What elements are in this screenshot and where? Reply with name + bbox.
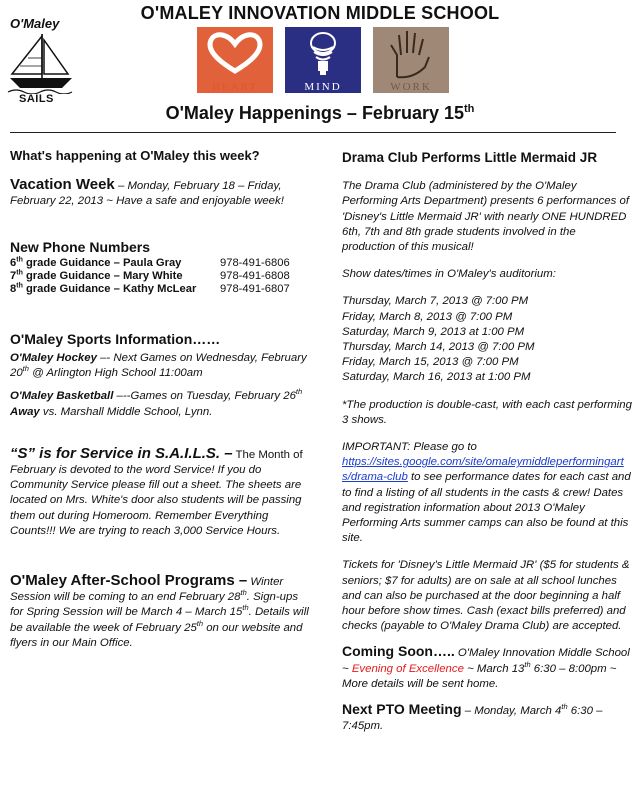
right-column (342, 150, 632, 735)
basketball-info (10, 389, 310, 419)
heart-word: HEART (211, 81, 258, 93)
phone-row (10, 283, 310, 296)
phone-grade: 6 (10, 256, 17, 269)
left-column (10, 148, 310, 651)
phone-number: 978-491-6806 (220, 256, 290, 269)
vacation-title: Vacation Week (10, 176, 115, 194)
hockey-sup: th (22, 364, 29, 374)
afterschool-lead: Winter (247, 576, 284, 589)
vacation-text: – Monday, February 18 – Friday, February 22, 2013 ~ Have a safe and enjoyable week! (10, 180, 284, 208)
show-dates-label: Show dates/times in O'Maley's auditorium: (342, 268, 556, 281)
work-word: WORK (390, 81, 432, 93)
afterschool-text-1: Session will be coming to an end February 28 (10, 591, 241, 604)
phone-row (10, 257, 310, 270)
logo-top-label: O'Maley (10, 16, 60, 31)
pto-sup: th (561, 702, 568, 712)
afterschool-heading (10, 573, 310, 590)
show-date: Saturday, March 16, 2013 at 1:00 PM (342, 371, 531, 384)
service-heading (10, 446, 310, 463)
phone-label: grade Guidance – Kathy McLear (22, 282, 197, 295)
coming-soon-sup: th (524, 659, 531, 669)
afterschool-text-4: on our website and flyers in our Main Office. (10, 621, 303, 649)
phone-grade-suffix: th (16, 256, 23, 264)
show-date: Saturday, March 9, 2013 at 1:00 PM (342, 325, 525, 338)
phone-grade: 8 (10, 282, 17, 295)
afterschool-text-3: . Details will be available the week of February 25 (10, 606, 309, 634)
week-heading: What's happening at O'Maley this week? (10, 148, 260, 163)
afterschool-section (10, 573, 310, 651)
hockey-label: O'Maley Hockey (10, 352, 97, 365)
newsletter-title-sup: th (464, 103, 475, 115)
pto-text: – Monday, March 4 (461, 705, 562, 718)
afterschool-text-2: . Sign-ups for Spring Session will be March 4 – March 15 (10, 591, 299, 619)
show-dates-list (342, 294, 632, 385)
afterschool-title: O'Maley After-School Programs – (10, 572, 248, 590)
drama-club-link[interactable]: https://sites.google.com/site/omaleymiddleperformingarts/drama-club (342, 456, 624, 484)
basketball-sup: th (295, 387, 303, 397)
phone-number: 978-491-6807 (220, 282, 290, 295)
phone-grade-suffix: th (16, 282, 23, 290)
logo-bottom-label: SAILS (19, 93, 54, 105)
hockey-info (10, 351, 310, 381)
sports-section (10, 332, 310, 420)
drama-intro: The Drama Club (administered by the O'Maley Performing Arts Department) presents 6 performances of 'Disney's Little Mermaid JR' with nearly ONE HUNDRED 6th, 7th and 8th grade students involved in the production of this musical! (342, 180, 629, 254)
phone-label: grade Guidance – Mary White (22, 269, 183, 282)
pto-section (342, 702, 632, 734)
sports-title: O'Maley Sports Information…… (10, 330, 221, 347)
vacation-section (10, 177, 310, 209)
newsletter-title-text: O'Maley Happenings – February 15 (165, 103, 464, 123)
basketball-label: O'Maley Basketball (10, 390, 114, 403)
basketball-away: Away (10, 405, 40, 418)
service-title: “S” is for Service in S.A.I.L.S. – (10, 444, 233, 462)
hockey-tail: @ Arlington High School 11:00am (28, 367, 203, 380)
important-note (342, 440, 632, 546)
pto-tail: 6:30 – 7:45pm. (342, 705, 603, 733)
show-date: Thursday, March 14, 2013 @ 7:00 PM (342, 341, 535, 354)
show-date: Friday, March 15, 2013 @ 7:00 PM (342, 356, 519, 369)
pto-title: Next PTO Meeting (342, 701, 462, 718)
afterschool-text (10, 590, 310, 651)
hockey-text: –- Next Games on Wednesday, February 20 (10, 352, 307, 380)
mind-word: MIND (285, 81, 361, 93)
coming-soon-title: Coming Soon….. (342, 643, 455, 660)
important-tail: to see performance dates for each cast and to find a listing of all students in the casts & crew! Dates and registration information about 2013 O'Maley Performing Arts summer camps can also be found at this site. (342, 471, 631, 545)
coming-soon-lead: O'Maley Innovation Middle School ~ (342, 647, 630, 675)
basketball-tail: vs. Marshall Middle School, Lynn. (39, 405, 213, 418)
coming-soon-tail: ~ March 13 (463, 662, 525, 675)
service-text: February is devoted to the word Service! If you do Community Service please fill out a sheet. The sheets are located on Mrs. White's door also students will be passing them out during Homeroom. Remember Everything Counts!!! We are trying to reach 3,000 Service Hours. (10, 464, 302, 537)
service-lead: The Month of (232, 448, 303, 461)
heart-hands-icon (197, 27, 273, 79)
hand-icon (373, 27, 449, 79)
coming-soon-tail-2: 6:30 – 8:00pm ~ More details will be sent home. (342, 662, 617, 690)
service-section (10, 446, 310, 539)
basketball-text: –--Games on Tuesday, February 26 (113, 390, 296, 403)
phone-label: grade Guidance – Paula Gray (22, 256, 182, 269)
phone-number: 978-491-6808 (220, 269, 290, 282)
school-name: O'MALEY INNOVATION MIDDLE SCHOOL (140, 3, 500, 23)
coming-soon-section (342, 644, 632, 692)
sailboat-logo-icon (6, 32, 76, 94)
show-date: Friday, March 8, 2013 @ 7:00 PM (342, 310, 513, 323)
double-cast-note: *The production is double-cast, with each cast performing 3 shows. (342, 398, 632, 426)
afterschool-sup-2: th (242, 603, 249, 613)
phone-title: New Phone Numbers (10, 238, 151, 255)
afterschool-sup-1: th (240, 588, 247, 598)
newsletter-title (0, 103, 640, 124)
show-date: Thursday, March 7, 2013 @ 7:00 PM (342, 295, 529, 308)
phone-grade: 7 (10, 269, 17, 282)
header-divider (10, 132, 616, 133)
phone-section (10, 240, 310, 296)
phone-row (10, 270, 310, 283)
drama-title: Drama Club Performs Little Mermaid JR (342, 150, 598, 165)
important-lead: IMPORTANT: Please go to (342, 441, 477, 454)
afterschool-sup-3: th (196, 618, 204, 628)
evening-of-excellence: Evening of Excellence (351, 662, 464, 675)
tickets-info: Tickets for 'Disney's Little Mermaid JR' ($5 for students & seniors; $7 for adults) are on sale at all school lunches and can also be purchased at the door beginning a half hour before show times. Cash (exact bills preferred) and checks (payable to O'Maley Drama Club) are accepted. (342, 559, 630, 633)
lightbulb-icon (285, 27, 361, 79)
phone-grade-suffix: th (16, 269, 23, 277)
